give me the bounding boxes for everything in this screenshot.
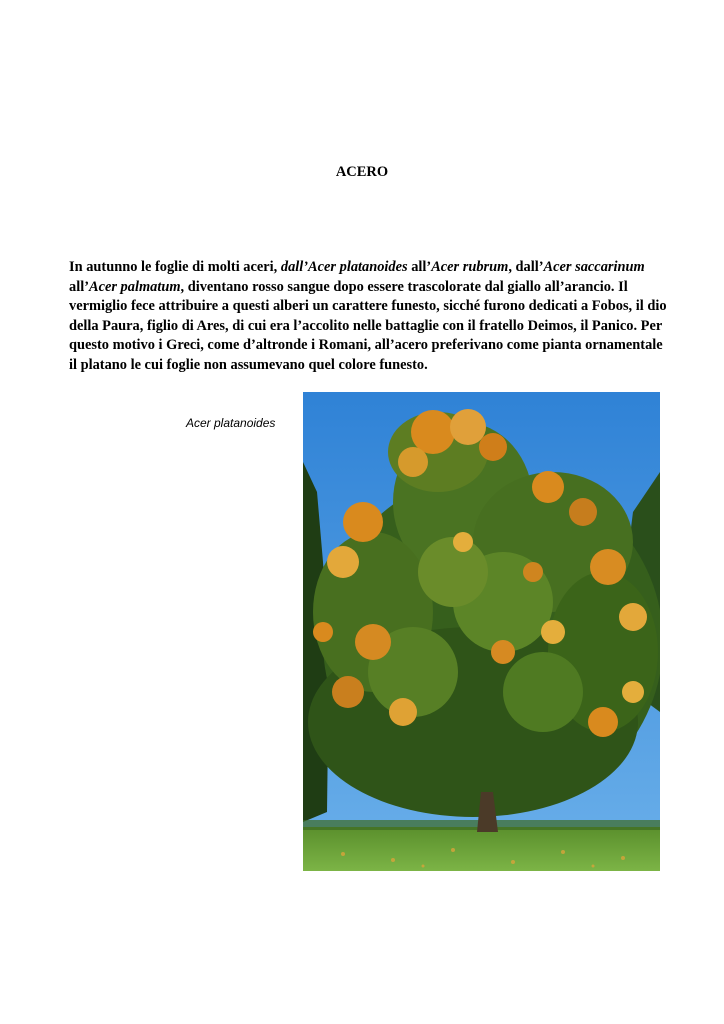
text-run: In autunno le foglie di molti aceri,	[69, 259, 281, 275]
italic-run: Acer rubrum	[431, 259, 509, 275]
italic-run: dall’Acer platanoides	[280, 259, 408, 275]
body-paragraph	[69, 258, 669, 376]
figure-caption: Acer platanoides	[186, 416, 276, 430]
italic-run: Acer palmatum	[88, 278, 181, 295]
text-run: all’	[69, 278, 89, 295]
text-run: , dall’	[508, 259, 544, 275]
tree-photo	[303, 392, 660, 871]
tree-photo-illustration	[303, 392, 660, 871]
page-title: ACERO	[335, 164, 389, 180]
text-run: , diventano rosso sangue dopo essere trascolorate dal giallo all’arancio. Il vermiglio fece attribuire a questi alberi un carattere funesto, sicché furono dedicati a Fobos, il dio della Paura, figlio di Ares, di cui era l’accolito nelle battaglie con il fratello Deimos, il Panico. Per questo motivo i Greci, come d’altronde i Romani, all’acero preferivano come pianta ornamentale il platano le cui foglie non assumevano quel colore funesto.	[69, 278, 667, 373]
text-run: all’	[407, 259, 432, 275]
italic-run: Acer saccarinum	[543, 259, 645, 275]
lawn	[303, 827, 660, 871]
